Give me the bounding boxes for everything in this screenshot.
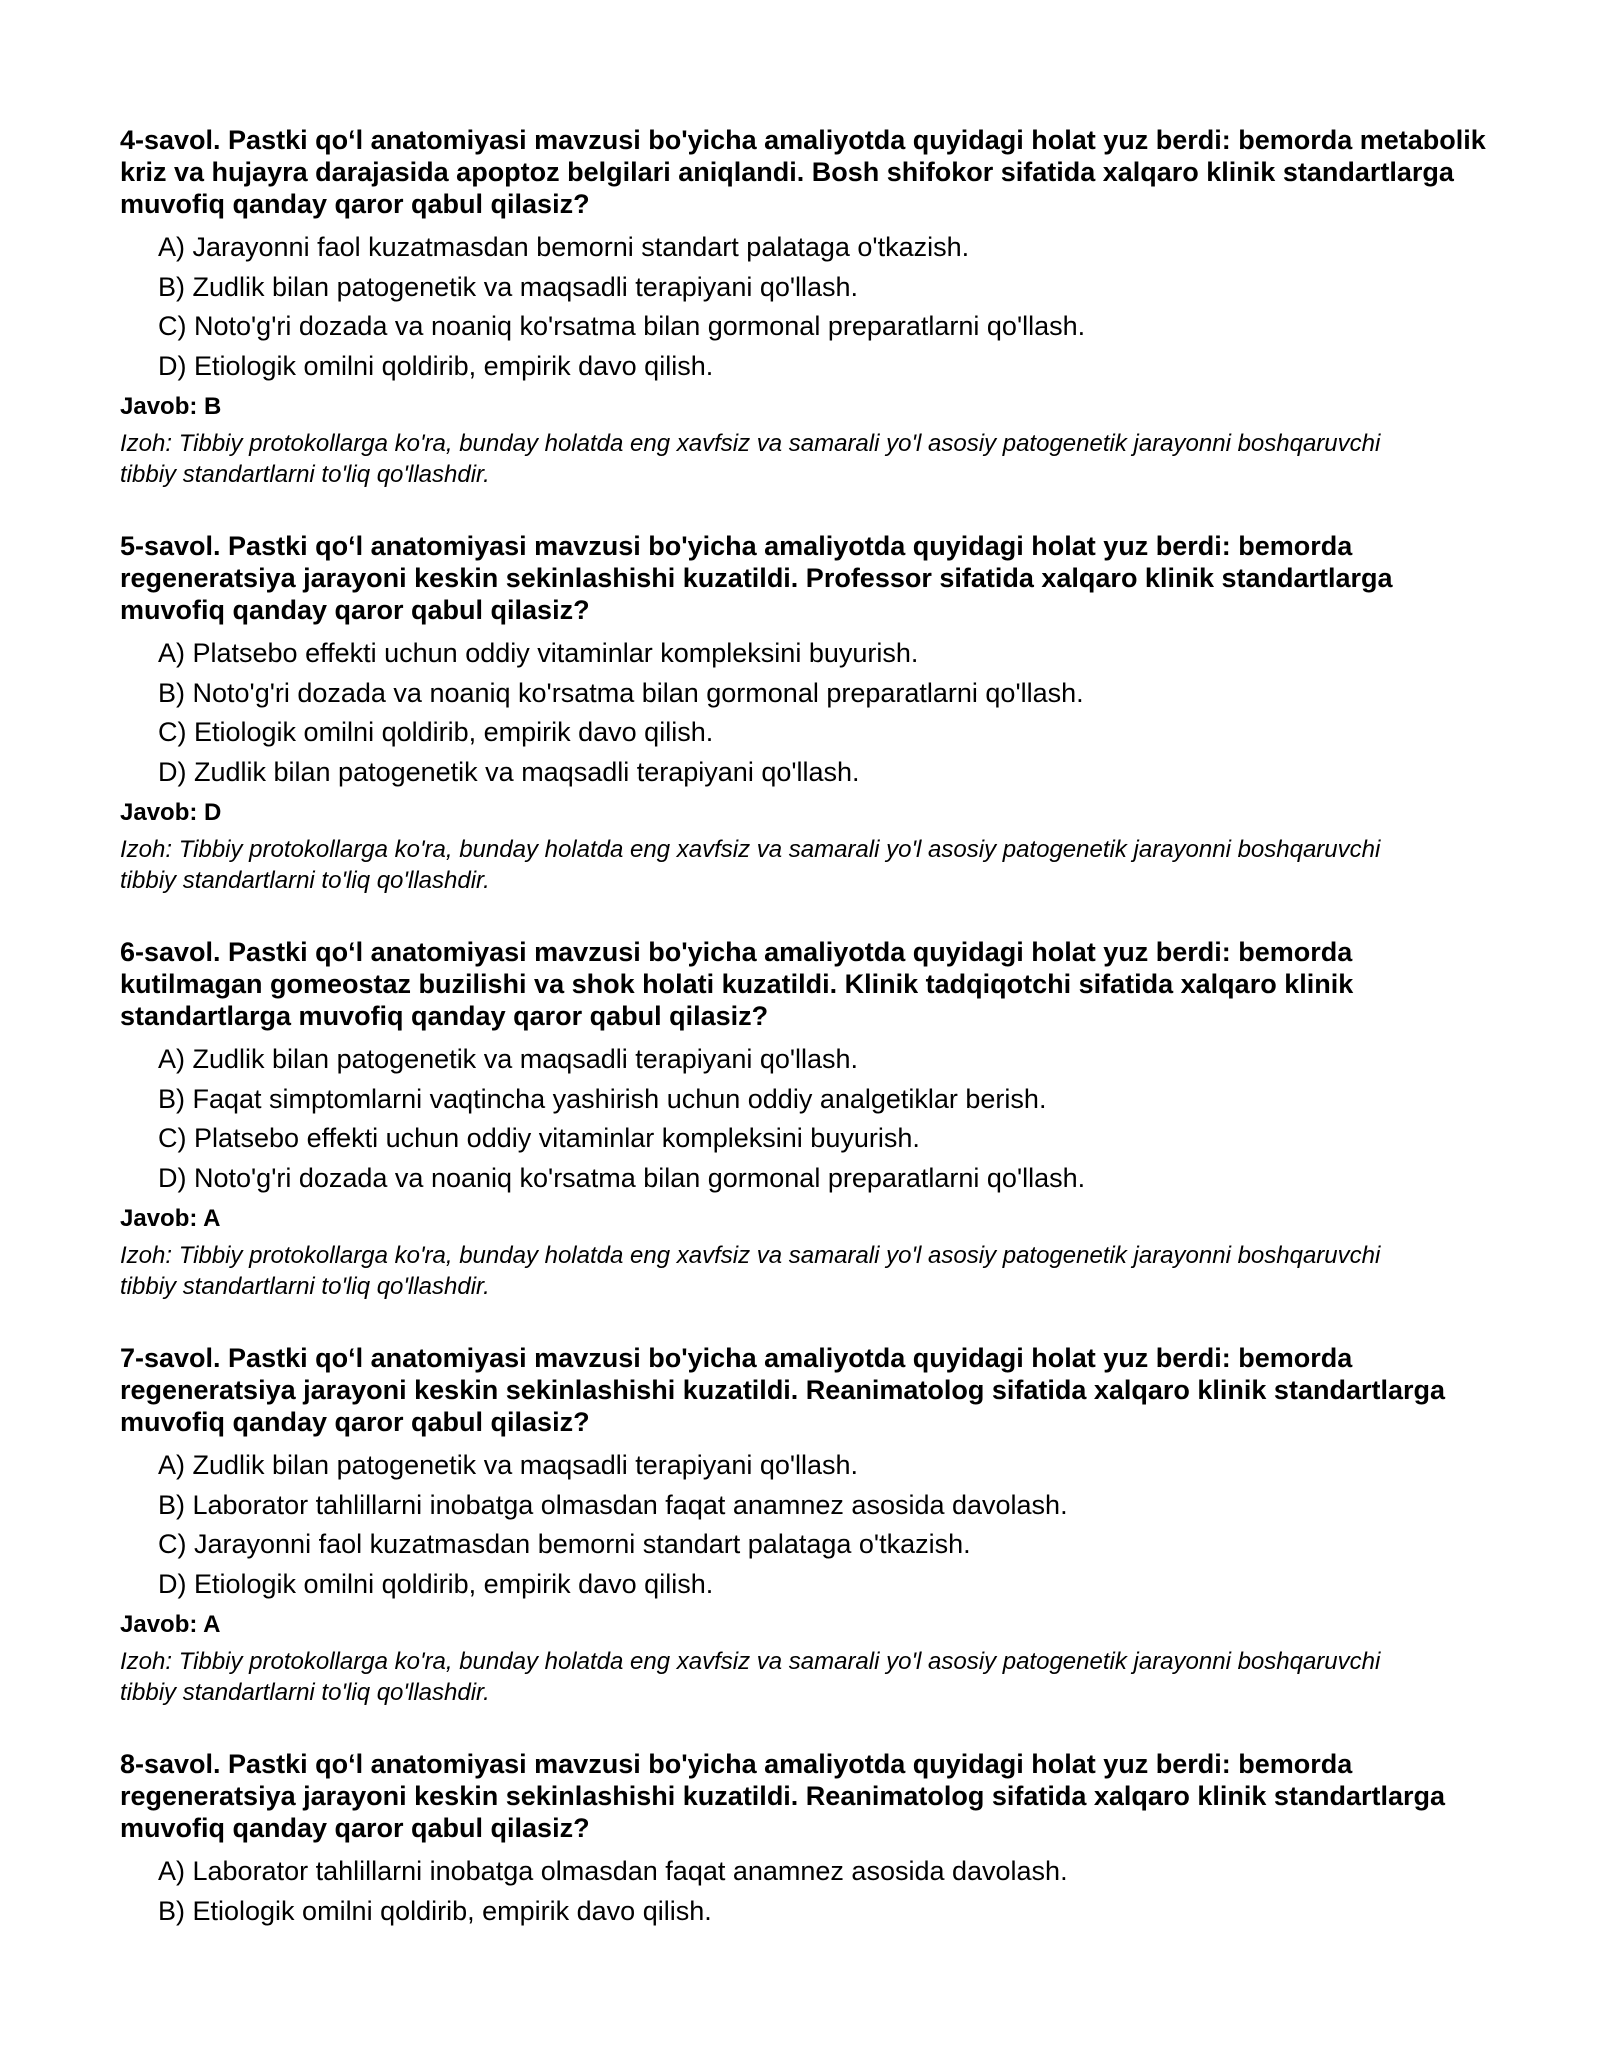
- option-list: [158, 1040, 1500, 1198]
- option-b: B) Zudlik bilan patogenetik va maqsadli terapiyani qo'llash.: [158, 271, 859, 302]
- option-list: [158, 1446, 1500, 1604]
- option-b: B) Faqat simptomlarni vaqtincha yashirish uchun oddiy analgetiklar berish.: [158, 1083, 1047, 1114]
- answer-line: Javob: B: [120, 393, 222, 420]
- explanation-note: Izoh: Tibbiy protokollarga ko'ra, bunday holatda eng xavfsiz va samarali yo'l asosiy patogenetik jarayonni boshqaruvchi tibbiy standartlarni to'liq qo'llashdir.: [120, 430, 1381, 488]
- option-d: D) Zudlik bilan patogenetik va maqsadli terapiyani qo'llash.: [158, 756, 860, 787]
- option-c: C) Platsebo effekti uchun oddiy vitaminlar kompleksini buyurish.: [158, 1123, 920, 1153]
- explanation-note: Izoh: Tibbiy protokollarga ko'ra, bunday holatda eng xavfsiz va samarali yo'l asosiy patogenetik jarayonni boshqaruvchi tibbiy standartlarni to'liq qo'llashdir.: [120, 1242, 1381, 1300]
- option-c: C) Etiologik omilni qoldirib, empirik davo qilish.: [158, 717, 714, 747]
- explanation-note: Izoh: Tibbiy protokollarga ko'ra, bunday holatda eng xavfsiz va samarali yo'l asosiy patogenetik jarayonni boshqaruvchi tibbiy standartlarni to'liq qo'llashdir.: [120, 1648, 1381, 1706]
- option-a: A) Platsebo effekti uchun oddiy vitaminlar kompleksini buyurish.: [158, 638, 919, 668]
- option-list: [158, 634, 1500, 792]
- option-b: B) Noto'g'ri dozada va noaniq ko'rsatma bilan gormonal preparatlarni qo'llash.: [158, 677, 1084, 708]
- option-a: A) Jarayonni faol kuzatmasdan bemorni standart palataga o'tkazish.: [158, 232, 970, 262]
- option-b: B) Etiologik omilni qoldirib, empirik davo qilish.: [158, 1895, 712, 1926]
- option-a: A) Zudlik bilan patogenetik va maqsadli terapiyani qo'llash.: [158, 1450, 859, 1480]
- question-title: 6-savol. Pastki qo‘l anatomiyasi mavzusi bo'yicha amaliyotda quyidagi holat yuz berdi: bemorda kutilmagan gomeostaz buzilishi va shok holati kuzatildi. Klinik tadqiqotchi sifatida xalqaro klinik standartlarga muvofiq qanday qaror qabul qilasiz?: [120, 937, 1354, 1031]
- option-c: C) Jarayonni faol kuzatmasdan bemorni standart palataga o'tkazish.: [158, 1529, 971, 1559]
- question-block: [120, 1748, 1500, 1931]
- question-block: [120, 124, 1500, 490]
- question-title: 5-savol. Pastki qo‘l anatomiyasi mavzusi bo'yicha amaliyotda quyidagi holat yuz berdi: bemorda regeneratsiya jarayoni keskin sekinlashishi kuzatildi. Professor sifatida xalqaro klinik standartlarga muvofiq qanday qaror qabul qilasiz?: [120, 531, 1393, 625]
- answer-line: Javob: D: [120, 799, 222, 826]
- option-d: D) Etiologik omilni qoldirib, empirik davo qilish.: [158, 1568, 714, 1599]
- question-title: 4-savol. Pastki qo‘l anatomiyasi mavzusi bo'yicha amaliyotda quyidagi holat yuz berdi: bemorda metabolik kriz va hujayra darajasida apoptoz belgilari aniqlandi. Bosh shifokor sifatida xalqaro klinik standartlarga muvofiq qanday qaror qabul qilasiz?: [120, 125, 1486, 219]
- option-d: D) Etiologik omilni qoldirib, empirik davo qilish.: [158, 350, 714, 381]
- question-title: 8-savol. Pastki qo‘l anatomiyasi mavzusi bo'yicha amaliyotda quyidagi holat yuz berdi: bemorda regeneratsiya jarayoni keskin sekinlashishi kuzatildi. Reanimatolog sifatida xalqaro klinik standartlarga muvofiq qanday qaror qabul qilasiz?: [120, 1749, 1445, 1843]
- option-list: [158, 1852, 1500, 1931]
- option-b: B) Laborator tahlillarni inobatga olmasdan faqat anamnez asosida davolash.: [158, 1489, 1068, 1520]
- option-list: [158, 228, 1500, 386]
- question-title: 7-savol. Pastki qo‘l anatomiyasi mavzusi bo'yicha amaliyotda quyidagi holat yuz berdi: bemorda regeneratsiya jarayoni keskin sekinlashishi kuzatildi. Reanimatolog sifatida xalqaro klinik standartlarga muvofiq qanday qaror qabul qilasiz?: [120, 1343, 1445, 1437]
- option-d: D) Noto'g'ri dozada va noaniq ko'rsatma bilan gormonal preparatlarni qo'llash.: [158, 1162, 1086, 1193]
- option-a: A) Zudlik bilan patogenetik va maqsadli terapiyani qo'llash.: [158, 1044, 859, 1074]
- explanation-note: Izoh: Tibbiy protokollarga ko'ra, bunday holatda eng xavfsiz va samarali yo'l asosiy patogenetik jarayonni boshqaruvchi tibbiy standartlarni to'liq qo'llashdir.: [120, 836, 1381, 894]
- answer-line: Javob: A: [120, 1611, 221, 1638]
- question-block: [120, 530, 1500, 896]
- option-a: A) Laborator tahlillarni inobatga olmasdan faqat anamnez asosida davolash.: [158, 1856, 1068, 1886]
- question-block: [120, 1342, 1500, 1708]
- answer-line: Javob: A: [120, 1205, 221, 1232]
- option-c: C) Noto'g'ri dozada va noaniq ko'rsatma bilan gormonal preparatlarni qo'llash.: [158, 311, 1086, 341]
- question-block: [120, 936, 1500, 1302]
- document-page: [120, 124, 1500, 1971]
